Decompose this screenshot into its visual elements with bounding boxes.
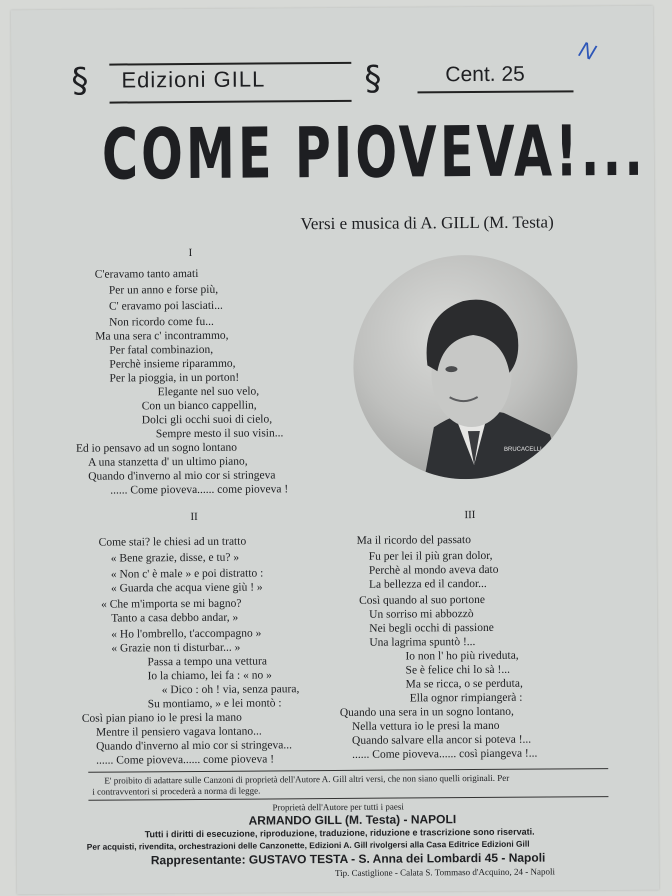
portrait-caption: BRUCACELLI (503, 446, 542, 453)
verse-line: Dolci gli occhi suoi di cielo, (141, 413, 273, 427)
verse-line: Ma il ricordo del passato (356, 534, 472, 547)
verse-line: Quando una sera in un sogno lontano, (339, 705, 514, 719)
verse-line: Non ricordo come fu... (109, 315, 214, 329)
verse-line: A una stanzetta d' un ultimo piano, (88, 455, 248, 469)
banner-top-rule (109, 62, 351, 66)
verse-line: « Ho l'ombrello, t'accompagno » (111, 627, 262, 641)
verse-line: Così pian piano io le presi la mano (81, 711, 242, 725)
verse-line: Per un anno e forse più, (108, 283, 219, 297)
verse-line: Per fatal combinazion, (109, 343, 214, 357)
verse-line: Così quando al suo portone (359, 593, 485, 607)
sheet-music-page (11, 6, 659, 894)
handwritten-mark: N (575, 36, 600, 66)
publisher-name: Edizioni GILL (121, 66, 266, 93)
song-byline: Versi e musica di A. GILL (M. Testa) (300, 212, 554, 234)
verse-line: Una lagrima spuntò !... (369, 636, 476, 649)
verse-line: Perchè al mondo aveva dato (368, 563, 499, 577)
verse-line: Ed io pensavo ad un sogno lontano (75, 441, 238, 455)
verse-line: Per la pioggia, in un porton! (109, 371, 240, 385)
section-number-ii: II (190, 510, 198, 524)
author-line: ARMANDO GILL (M. Testa) - NAPOLI (248, 812, 457, 828)
verse-line: Come stai? le chiesi ad un tratto (98, 535, 247, 549)
verse-line: « Non c' è male » e poi distratto : (110, 567, 264, 581)
verse-line: Ma una sera c' incontrammo, (95, 329, 229, 343)
verse-line: Se è felice chi lo sà !... (405, 663, 511, 677)
verse-line: « Dico : oh ! via, senza paura, (161, 683, 300, 697)
verse-line: Quando salvare ella ancor si poteva !... (351, 733, 532, 747)
verse-line: Quando d'inverno al mio cor si stringeva... (96, 739, 293, 753)
publisher-banner (71, 58, 381, 108)
verse-line: Mentre il pensiero vagava lontano... (95, 725, 262, 739)
verse-line: « Bene grazie, disse, e tu? » (110, 551, 240, 565)
author-portrait (353, 254, 579, 480)
verse-line: Tanto a casa debbo andar, » (111, 611, 239, 625)
verse-line: Passa a tempo una vettura (147, 655, 267, 669)
verse-line: ...... Come pioveva...... come pioveva ! (96, 753, 275, 767)
verse-line: Io non l' ho più riveduta, (405, 649, 519, 663)
verse-line: Con un bianco cappellin, (141, 399, 257, 413)
verse-line: Ella ognor rimpiangerà : (409, 691, 523, 705)
verse-line: C'eravamo tanto amati (94, 267, 199, 281)
verse-line: Quando d'inverno al mio cor si stringeva (88, 469, 276, 483)
scroll-ornament-left-icon: § (71, 60, 89, 101)
copyright-notice: E' proibito di adattare sulle Canzoni di proprietà dell'Autore A. Gill altri versi, che non siano quelli originali. Per (104, 772, 510, 786)
verse-line: La bellezza ed il candor... (368, 577, 487, 591)
verse-line: Ma se ricca, o se perduta, (405, 677, 523, 691)
verse-line: Fu per lei il più gran dolor, (368, 549, 493, 563)
scroll-ornament-right-icon: § (364, 58, 382, 99)
verse-line: Io la chiamo, lei fa : « no » (147, 669, 272, 683)
section-number-i: I (188, 246, 193, 260)
verse-line: ...... Come pioveva...... così piangeva !... (352, 747, 538, 761)
verse-line: « Grazie non ti disturbar... » (111, 641, 241, 655)
song-title: COME PIOVEVA!... (101, 109, 647, 196)
purchase-info: Per acquisti, rivendita, orchestrazioni delle Canzonette, Edizioni A. Gill rivolgersi alla Casa Editrice Edizioni Gill (86, 838, 530, 852)
verse-line: Sempre mesto il suo visin... (155, 427, 284, 441)
rights-owner: Proprietà dell'Autore per tutti i paesi (272, 801, 404, 813)
price-underline (417, 90, 573, 93)
portrait-illustration (353, 254, 579, 480)
verse-line: Nella vettura io le presi la mano (351, 719, 500, 733)
verse-line: « Guarda che acqua viene giù ! » (110, 581, 263, 595)
verse-line: « Che m'importa se mi bagno? (101, 597, 242, 611)
verse-line: Perchè insieme riparammo, (109, 357, 236, 371)
verse-line: Nei begli occhi di passione (369, 621, 494, 635)
representative: Rappresentante: GUSTAVO TESTA - S. Anna dei Lombardi 45 - Napoli (150, 850, 546, 868)
copyright-notice-continued: i contravventori si procederà a norma di legge. (92, 785, 261, 797)
verse-line: Un sorriso mi abbozzò (369, 608, 474, 621)
verse-line: ...... Come pioveva...... come pioveva ! (110, 483, 289, 497)
rights-reserved: Tutti i diritti di esecuzione, riproduzione, traduzione, riduzione e trascrizione sono riservati. (144, 826, 535, 840)
banner-bottom-rule (110, 100, 352, 104)
price-label: Cent. 25 (445, 62, 525, 87)
printer-info: Tip. Castiglione - Calata S. Tommaso d'Acquino, 24 - Napoli (334, 866, 555, 879)
verse-line: Su montiamo, » e lei montò : (147, 697, 282, 711)
footer-top-rule (88, 768, 608, 773)
section-number-iii: III (464, 509, 476, 522)
verse-line: C' eravamo poi lasciati... (108, 299, 223, 313)
verse-line: Elegante nel suo velo, (157, 385, 260, 399)
